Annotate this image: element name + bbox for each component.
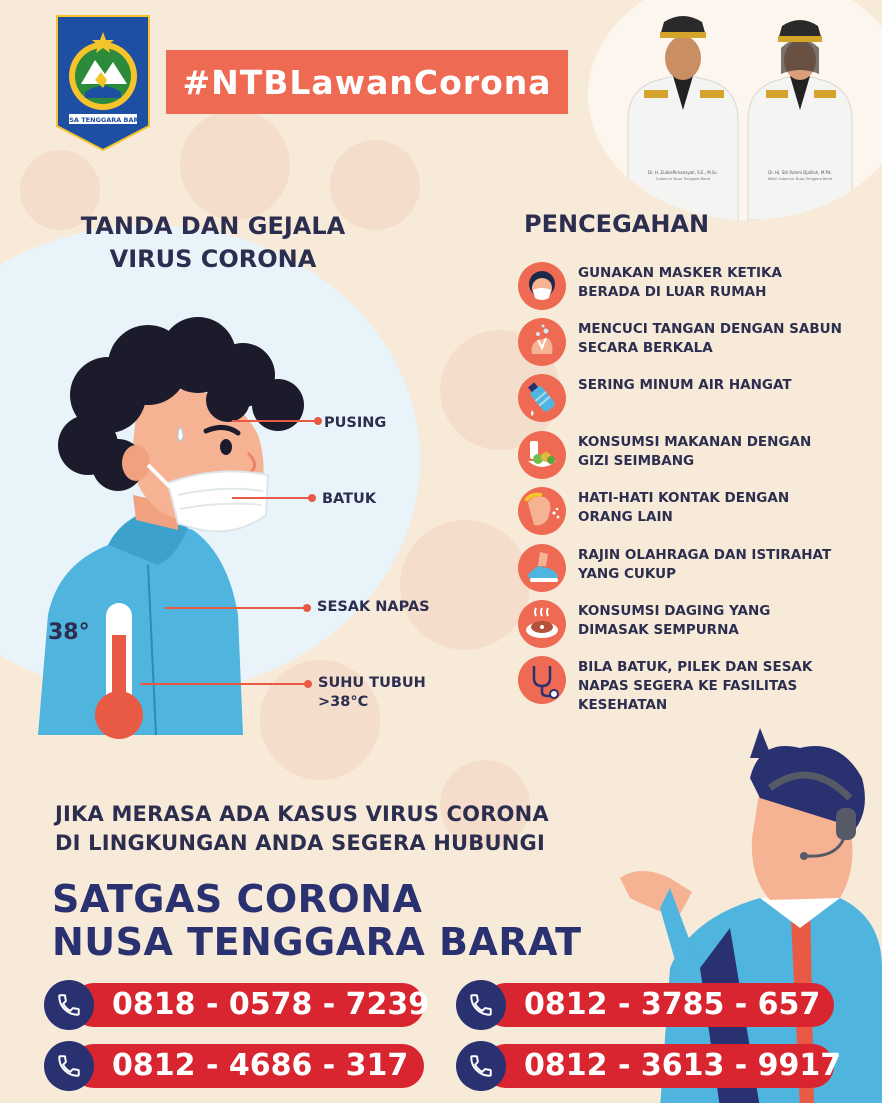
prevention-item [518, 262, 878, 314]
pointer-dot-suhu [304, 680, 312, 688]
hotline-phone-1[interactable] [44, 980, 430, 1030]
hashtag-banner: #NTBLawanCorona [166, 50, 568, 114]
prevention-item [518, 431, 878, 483]
prevention-item [518, 487, 878, 539]
prevention-text [578, 376, 878, 395]
hotline-number[interactable]: 0812 - 3785 - 657 [484, 983, 834, 1027]
bg-bubble [400, 520, 530, 650]
hotline-phone-2[interactable] [456, 980, 836, 1030]
phone-icon [44, 980, 94, 1030]
prevention-line: BILA BATUK, PILEK DAN SESAK [578, 659, 813, 675]
prevention-item [518, 318, 878, 370]
symptom-batuk: BATUK [322, 491, 377, 507]
satgas-heading [52, 878, 582, 964]
prevention-line: NAPAS SEGERA KE FASILITAS [578, 678, 798, 694]
stethoscope-icon [518, 656, 566, 704]
call-line2: DI LINGKUNGAN ANDA SEGERA HUBUNGI [55, 831, 545, 855]
call-line1: JIKA MERASA ADA KASUS VIRUS CORONA [55, 802, 549, 826]
symptoms-title-line1: TANDA DAN GEJALA [80, 212, 346, 240]
prevention-text [578, 546, 878, 584]
symptoms-title-line2: VIRUS CORONA [109, 245, 317, 273]
officials-photo [588, 0, 882, 220]
ntb-province-logo [55, 14, 151, 152]
sneeze-icon [518, 487, 566, 535]
symptom-suhu-line2: >38°C [318, 694, 369, 710]
governor-figure [628, 16, 738, 220]
handwash-icon [518, 318, 566, 366]
pointer-dot-batuk [308, 494, 316, 502]
prevention-item [518, 374, 878, 426]
pointer-dot-sesak [303, 604, 311, 612]
prevention-line: KONSUMSI MAKANAN DENGAN [578, 434, 812, 450]
call-to-action [55, 800, 549, 858]
symptom-pusing: PUSING [324, 415, 387, 431]
prevention-text [578, 658, 878, 715]
prevention-title: PENCEGAHAN [524, 210, 710, 238]
hotline-number[interactable]: 0812 - 3613 - 9917 [484, 1044, 834, 1088]
mask-icon [518, 262, 566, 310]
prevention-item [518, 544, 878, 596]
bg-bubble [180, 110, 290, 220]
prevention-item [518, 656, 878, 713]
prevention-line: RAJIN OLAHRAGA DAN ISTIRAHAT [578, 547, 832, 563]
satgas-line1: SATGAS CORONA [52, 877, 423, 921]
pointer-line-suhu [140, 683, 308, 685]
cooked-meat-icon [518, 600, 566, 648]
prevention-line: HATI-HATI KONTAK DENGAN [578, 490, 790, 506]
symptom-sesak-napas: SESAK NAPAS [317, 599, 430, 615]
logo-caption: NUSA TENGGARA BARAT [58, 116, 148, 124]
vice-governor-nametag: Dr. Hj. Siti Rohmi Djalilah, M.Pd. [768, 170, 832, 175]
pointer-line-batuk [232, 497, 312, 499]
prevention-text [578, 602, 878, 640]
symptom-suhu-line1: SUHU TUBUH [318, 675, 426, 691]
prevention-line: MENCUCI TANGAN DENGAN SABUN [578, 321, 842, 337]
phone-icon [44, 1041, 94, 1091]
prevention-line: KESEHATAN [578, 697, 668, 713]
hotline-phone-4[interactable] [456, 1041, 842, 1091]
running-shoe-icon [518, 544, 566, 592]
hotline-number[interactable]: 0812 - 4686 - 317 [72, 1044, 424, 1088]
water-bottle-icon [518, 374, 566, 422]
prevention-text [578, 433, 878, 471]
prevention-line: KONSUMSI DAGING YANG [578, 603, 771, 619]
prevention-text [578, 489, 878, 527]
pointer-dot-pusing [314, 417, 322, 425]
prevention-line: SERING MINUM AIR HANGAT [578, 377, 792, 393]
phone-icon [456, 980, 506, 1030]
symptom-suhu-tubuh [318, 674, 426, 712]
healthy-food-icon [518, 431, 566, 479]
vice-governor-figure [748, 20, 852, 220]
prevention-line: SECARA BERKALA [578, 340, 713, 356]
hotline-phone-3[interactable] [44, 1041, 424, 1091]
governor-role: Gubernur Nusa Tenggara Barat [655, 177, 711, 181]
sick-person-illustration [28, 315, 348, 745]
prevention-line: GIZI SEIMBANG [578, 453, 695, 469]
pointer-line-sesak [165, 607, 307, 609]
prevention-line: BERADA DI LUAR RUMAH [578, 284, 767, 300]
prevention-line: YANG CUKUP [578, 566, 676, 582]
vice-governor-role: Wakil Gubernur Nusa Tenggara Barat [767, 177, 833, 181]
governor-nametag: Dr. H. Zulkieflimansyah, S.E., M.Sc. [647, 170, 719, 175]
prevention-line: DIMASAK SEMPURNA [578, 622, 739, 638]
prevention-item [518, 600, 878, 652]
satgas-line2: NUSA TENGGARA BARAT [52, 920, 582, 964]
prevention-line: GUNAKAN MASKER KETIKA [578, 265, 782, 281]
hotline-number[interactable]: 0818 - 0578 - 7239 [72, 983, 424, 1027]
phone-icon [456, 1041, 506, 1091]
prevention-line: ORANG LAIN [578, 509, 673, 525]
prevention-text [578, 320, 878, 358]
temperature-reading: 38° [48, 620, 90, 645]
pointer-line-pusing [232, 420, 318, 422]
prevention-text [578, 264, 878, 302]
symptoms-title [48, 210, 378, 276]
